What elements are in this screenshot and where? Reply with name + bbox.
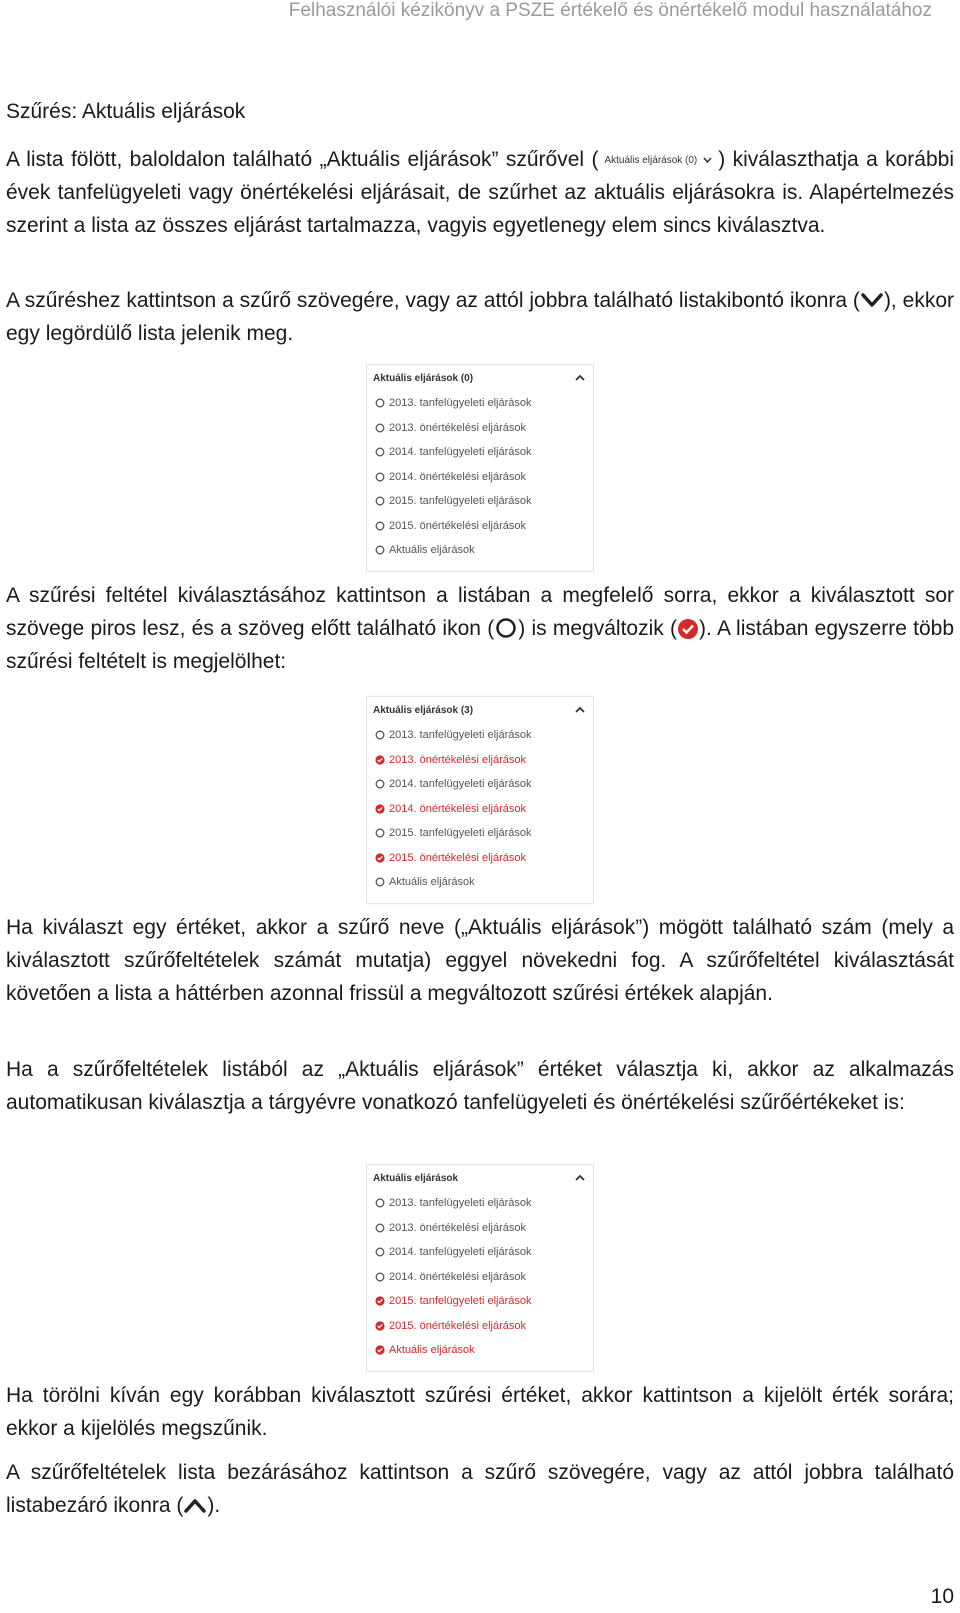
- filter-option-label: 2013. tanfelügyeleti eljárások: [389, 397, 532, 410]
- filter-option-label: Aktuális eljárások: [389, 544, 475, 557]
- filter-option-label: 2014. önértékelési eljárások: [389, 470, 526, 483]
- paragraph-deselect: Ha törölni kíván egy korábban kiválasztott szűrési értéket, akkor kattintson a kijelölt érték sorára; ekkor a kijelölés megszűnik.: [6, 1384, 954, 1440]
- radio-empty-icon: [375, 1198, 385, 1208]
- filter-option[interactable]: [367, 870, 593, 895]
- filter-option[interactable]: [367, 514, 593, 539]
- filter-option-label: 2015. önértékelési eljárások: [389, 1319, 526, 1332]
- chevron-up-icon[interactable]: [575, 1174, 585, 1182]
- radio-empty-icon: [375, 496, 385, 506]
- paragraph-text: ). A listában egyszerre több szűrési feltételt is megjelölhet:: [6, 617, 955, 673]
- filter-option-label: 2014. önértékelési eljárások: [389, 1270, 526, 1283]
- paragraph-current: Ha a szűrőfeltételek listából az „Aktuális eljárások” értéket választja ki, akkor az alkalmazás automatikusan kiválasztja a tárgyévre vonatkozó tanfelügyeleti és önértékelési szűrőértékeket is:: [6, 1058, 954, 1114]
- filter-badge-label: Aktuális eljárások (0): [604, 154, 698, 166]
- radio-empty-icon: [375, 472, 385, 482]
- section-heading: Szűrés: Aktuális eljárások: [6, 100, 246, 123]
- filter-option-label: 2015. tanfelügyeleti eljárások: [389, 495, 532, 508]
- radio-empty-icon: [375, 828, 385, 838]
- filter-option[interactable]: [367, 772, 593, 797]
- filter-dropdown-header[interactable]: [367, 697, 593, 723]
- filter-dropdown-title: Aktuális eljárások (0): [373, 372, 474, 384]
- filter-option-label: 2013. tanfelügyeleti eljárások: [389, 729, 532, 742]
- paragraph-close: [6, 1456, 954, 1522]
- filter-option-label: 2013. önértékelési eljárások: [389, 1221, 526, 1234]
- radio-empty-icon: [375, 447, 385, 457]
- filter-option[interactable]: [367, 821, 593, 846]
- filter-option[interactable]: [367, 1216, 593, 1241]
- filter-badge: [598, 151, 718, 169]
- radio-empty-icon: [375, 398, 385, 408]
- filter-option[interactable]: [367, 416, 593, 441]
- filter-dropdown-title: Aktuális eljárások (3): [373, 704, 474, 716]
- paragraph-text: ).: [207, 1494, 221, 1517]
- paragraph-text: A szűrési feltétel kiválasztásához kattintson a listában a megfelelő sorra, ekkor a kiválasztott sor szövege piros lesz, és a szöveg előtt található ikon (: [6, 584, 954, 640]
- checked-circle-icon: [375, 1345, 385, 1355]
- filter-option-label: 2014. önértékelési eljárások: [389, 802, 526, 815]
- filter-option[interactable]: [367, 846, 593, 871]
- filter-option-label: 2015. tanfelügyeleti eljárások: [389, 827, 532, 840]
- radio-empty-icon: [375, 1272, 385, 1282]
- chevron-up-icon: [183, 1496, 207, 1516]
- chevron-up-icon[interactable]: [575, 374, 585, 382]
- radio-empty-icon: [494, 617, 518, 641]
- radio-empty-icon: [375, 779, 385, 789]
- filter-option[interactable]: [367, 1191, 593, 1216]
- filter-option[interactable]: [367, 748, 593, 773]
- filter-dropdown-panel: [366, 696, 594, 904]
- page-header: Felhasználói kézikönyv a PSZE értékelő és önértékelő modul használatához: [288, 0, 932, 21]
- chevron-down-icon: [860, 291, 884, 311]
- filter-option[interactable]: [367, 1338, 593, 1363]
- checked-circle-icon: [375, 804, 385, 814]
- filter-option-label: 2015. önértékelési eljárások: [389, 851, 526, 864]
- radio-empty-icon: [375, 877, 385, 887]
- checked-circle-icon: [375, 1321, 385, 1331]
- filter-option-label: 2013. tanfelügyeleti eljárások: [389, 1197, 532, 1210]
- filter-option-label: Aktuális eljárások: [389, 876, 475, 889]
- radio-empty-icon: [375, 521, 385, 531]
- filter-option[interactable]: [367, 440, 593, 465]
- filter-option[interactable]: [367, 391, 593, 416]
- filter-option-label: 2015. önértékelési eljárások: [389, 519, 526, 532]
- filter-option[interactable]: [367, 723, 593, 748]
- filter-option-label: 2013. önértékelési eljárások: [389, 753, 526, 766]
- filter-option[interactable]: [367, 1265, 593, 1290]
- filter-option-label: 2014. tanfelügyeleti eljárások: [389, 778, 532, 791]
- filter-option[interactable]: [367, 1314, 593, 1339]
- paragraph-intro: [6, 143, 954, 242]
- paragraph-text: A szűrőfeltételek lista bezárásához kattintson a szűrő szövegére, vagy az attól jobbra található listabezáró ikonra (: [6, 1461, 954, 1517]
- filter-option[interactable]: [367, 797, 593, 822]
- radio-empty-icon: [375, 423, 385, 433]
- chevron-up-icon[interactable]: [575, 706, 585, 714]
- filter-option[interactable]: [367, 489, 593, 514]
- filter-option-label: 2015. tanfelügyeleti eljárások: [389, 1295, 532, 1308]
- chevron-down-icon: [703, 157, 712, 164]
- filter-option[interactable]: [367, 465, 593, 490]
- filter-dropdown-title: Aktuális eljárások: [373, 1172, 459, 1184]
- paragraph-text: A szűréshez kattintson a szűrő szövegére, vagy az attól jobbra található listakibontó ikonra (: [6, 289, 860, 312]
- paragraph-select: [6, 579, 954, 678]
- paragraph-text: ), ekkor egy legördülő lista jelenik meg.: [6, 289, 954, 345]
- filter-option-label: 2014. tanfelügyeleti eljárások: [389, 446, 532, 459]
- paragraph-text: ) kiválaszthatja a korábbi évek tanfelügyeleti vagy önértékelési eljárásait, de szűrhet az aktuális eljárásokra is. Alapértelmezés szerint a lista az összes eljárást tartalmazza, vagyis egyetlenegy elem sincs kiválasztva.: [6, 148, 954, 237]
- radio-empty-icon: [375, 545, 385, 555]
- filter-dropdown-header[interactable]: [367, 365, 593, 391]
- radio-empty-icon: [375, 1223, 385, 1233]
- paragraph-text: ) is megváltozik (: [518, 617, 678, 640]
- checked-circle-icon: [375, 1296, 385, 1306]
- filter-option-label: Aktuális eljárások: [389, 1344, 475, 1357]
- checked-circle-icon: [375, 853, 385, 863]
- paragraph-text: A lista fölött, baloldalon található „Aktuális eljárások” szűrővel (: [6, 148, 599, 171]
- page-number: 10: [930, 1585, 954, 1608]
- paragraph-counter: Ha kiválaszt egy értéket, akkor a szűrő neve („Aktuális eljárások”) mögött található szám (mely a kiválasztott szűrőfeltételek számát mutatja) eggyel növekedni fog. A szűrőfeltétel kiválasztását követően a lista a háttérben azonnal frissül a megváltozott szűrési értékek alapján.: [6, 916, 954, 1005]
- filter-dropdown-header[interactable]: [367, 1165, 593, 1191]
- filter-option-label: 2014. tanfelügyeleti eljárások: [389, 1246, 532, 1259]
- checked-circle-icon: [677, 618, 699, 640]
- radio-empty-icon: [375, 1247, 385, 1257]
- filter-dropdown-panel: [366, 364, 594, 572]
- checked-circle-icon: [375, 755, 385, 765]
- paragraph-open-filter: [6, 284, 954, 350]
- filter-option[interactable]: [367, 1240, 593, 1265]
- radio-empty-icon: [375, 730, 385, 740]
- filter-option[interactable]: [367, 1289, 593, 1314]
- filter-dropdown-panel: [366, 1164, 594, 1372]
- filter-option[interactable]: [367, 538, 593, 563]
- filter-option-label: 2013. önértékelési eljárások: [389, 421, 526, 434]
